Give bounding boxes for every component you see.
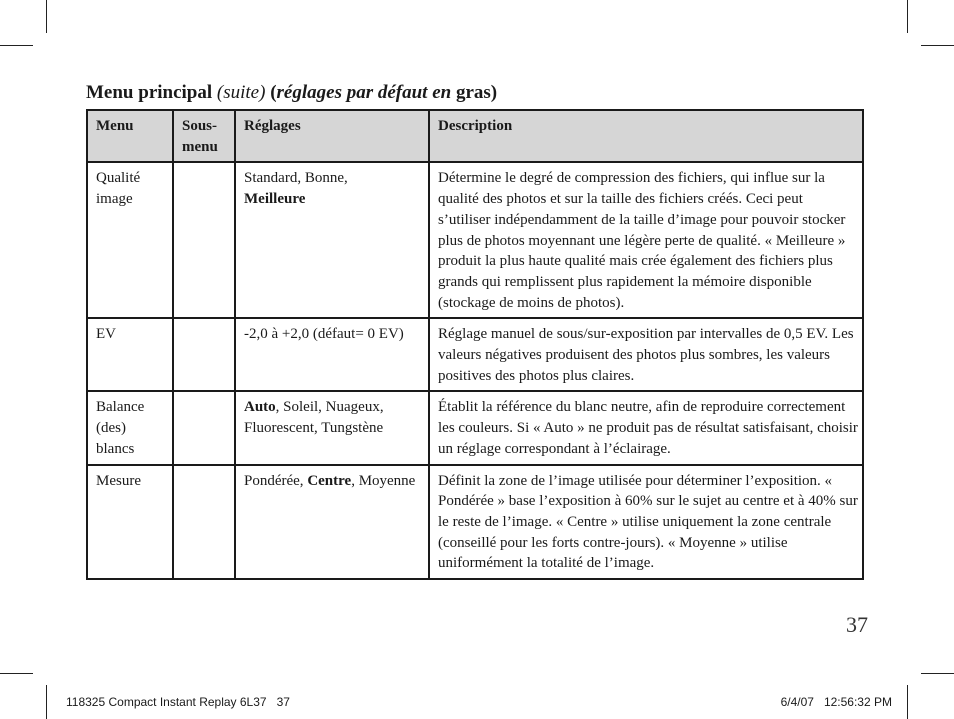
page-number: 37	[846, 612, 868, 637]
title-close-paren: )	[490, 82, 498, 103]
table-row-ev	[87, 318, 863, 391]
crop-mark-top-left-vertical	[46, 0, 47, 33]
header-submenu	[173, 110, 235, 162]
settings-options: Pondérée,	[244, 472, 304, 489]
cell-submenu	[173, 465, 235, 580]
print-footer-timestamp: 6/4/07 12:56:32 PM	[780, 695, 892, 709]
cell-submenu	[173, 391, 235, 464]
settings-options: Standard, Bonne,	[244, 170, 348, 187]
crop-mark-bottom-left-vertical	[46, 685, 47, 719]
cell-description: Établit la référence du blanc neutre, afin de reproduire correctement les couleurs. Si « Auto » ne produit pas de résultat satisfaisant, choisir un réglage correspondant à l’éclairage.	[429, 391, 863, 464]
settings-table	[86, 109, 864, 580]
table-row-image-quality	[87, 162, 863, 318]
cell-menu	[87, 162, 173, 318]
cell-settings: -2,0 à +2,0 (défaut= 0 EV)	[235, 318, 429, 391]
crop-mark-bottom-right-horizontal	[921, 673, 954, 674]
title-gras: gras	[455, 82, 491, 103]
header-settings: Réglages	[235, 110, 429, 162]
title-open-paren: (	[270, 82, 277, 103]
settings-default: Meilleure	[244, 191, 306, 208]
crop-mark-top-right-vertical	[907, 0, 908, 33]
header-submenu-line1: Sous-	[182, 118, 218, 134]
menu-line: blancs	[96, 440, 135, 457]
settings-default: Auto	[244, 399, 276, 416]
settings-default: Centre	[307, 472, 352, 489]
menu-line: Balance	[96, 399, 145, 416]
cell-description: Réglage manuel de sous/sur-exposition par intervalles de 0,5 EV. Les valeurs négatives produisent des photos plus sombres, les valeurs positives des photos plus claires.	[429, 318, 863, 391]
crop-mark-top-right-horizontal	[921, 45, 954, 46]
section-title	[86, 82, 497, 104]
cell-submenu	[173, 318, 235, 391]
menu-line: (des)	[96, 420, 126, 437]
cell-menu: EV	[87, 318, 173, 391]
settings-options: , Soleil, Nuageux, Fluorescent, Tungstène	[244, 399, 384, 437]
menu-line: image	[96, 191, 133, 208]
title-defaults-phrase: réglages par défaut en	[276, 82, 452, 103]
cell-description: Détermine le degré de compression des fichiers, qui influe sur la qualité des photos et sur la taille des fichiers créés. Ceci peut s’utiliser indépendamment de la taille d’image pour pouvoir stocker plus de photos moyennant une légère perte de qualité. « Meilleure » produit la plus haute qualité mais crée également des fichiers plus grands qui remplissent plus rapidement la mémoire disponible (stockage de moins de photos).	[429, 162, 863, 318]
table-header-row	[87, 110, 863, 162]
crop-mark-bottom-right-vertical	[907, 685, 908, 719]
print-footer-job-info: 118325 Compact Instant Replay 6L37 37	[66, 695, 290, 709]
cell-submenu	[173, 162, 235, 318]
crop-mark-bottom-left-horizontal	[0, 673, 33, 674]
title-main: Menu principal	[86, 82, 213, 103]
title-suite: (suite)	[216, 82, 266, 103]
header-description: Description	[429, 110, 863, 162]
header-submenu-line2: menu	[182, 138, 218, 155]
cell-settings	[235, 162, 429, 318]
menu-line: Qualité	[96, 170, 141, 187]
table-row-metering	[87, 465, 863, 580]
crop-mark-top-left-horizontal	[0, 45, 33, 46]
settings-options: , Moyenne	[351, 472, 416, 489]
cell-menu	[87, 391, 173, 464]
header-menu: Menu	[87, 110, 173, 162]
cell-description: Définit la zone de l’image utilisée pour déterminer l’exposition. « Pondérée » base l’exposition à 60% sur le sujet au centre et à 40% sur le reste de l’image. « Centre » utilise uniquement la zone centrale (conseillé pour les forts contre-jours). « Moyenne » utilise uniformément la totalité de l’image.	[429, 465, 863, 580]
cell-menu: Mesure	[87, 465, 173, 580]
cell-settings	[235, 465, 429, 580]
table-row-white-balance	[87, 391, 863, 464]
cell-settings	[235, 391, 429, 464]
